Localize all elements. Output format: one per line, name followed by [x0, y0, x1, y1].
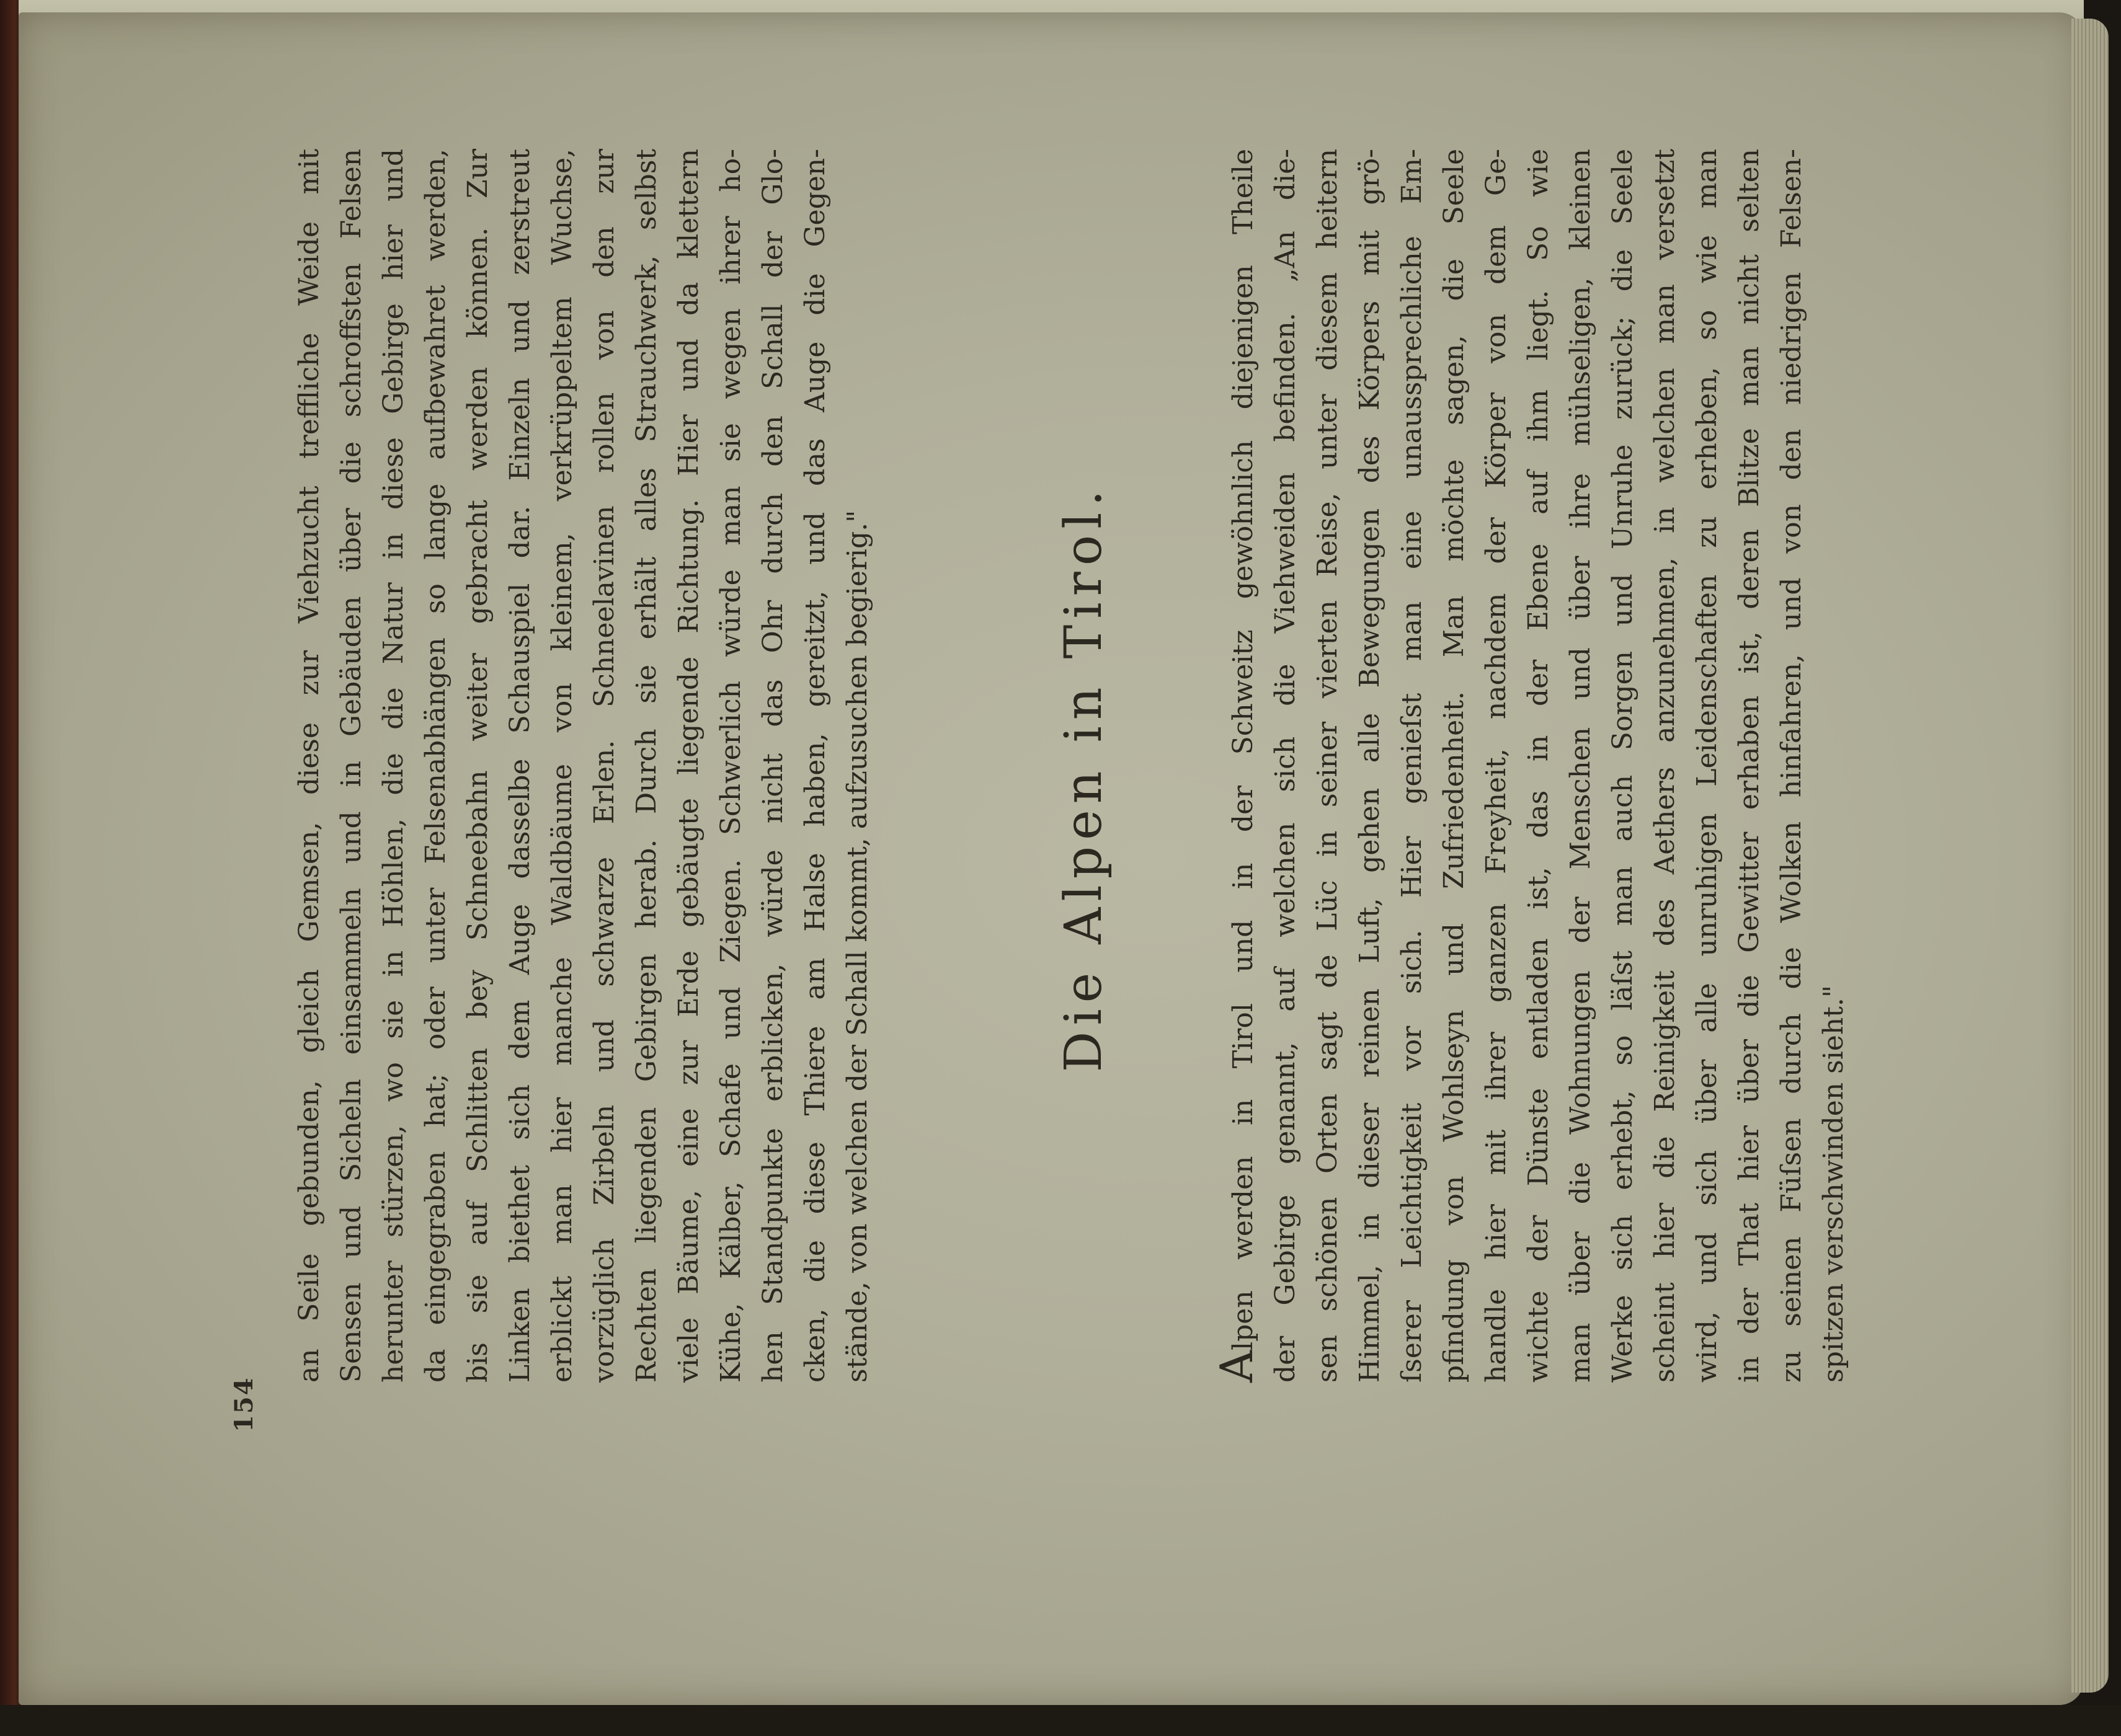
text-line: Rechten liegenden Gebirgen herab. Durch sie erhält alles Strauchwerk, selbst: [631, 149, 662, 1383]
text-line: vorzüglich Zirbeln und schwarze Erlen. Schneelavinen rollen von den zur: [589, 149, 620, 1383]
text-line: stände, von welchen der Schall kommt, aufzusuchen begierig.": [842, 510, 873, 1383]
text-line: Sensen und Sicheln einsammeln und in Gebäuden über die schroffsten Felsen: [336, 149, 367, 1383]
text-line: scheint hier die Reinigkeit des Aethers anzunehmen, in welchen man versetzt: [1649, 149, 1681, 1383]
text-line: in der That hier über die Gewitter erhaben ist, deren Blitze man nicht selten: [1733, 149, 1765, 1383]
text-line: an Seile gebunden, gleich Gemsen, diese zur Viehzucht treffliche Weide mit: [293, 149, 325, 1383]
text-line: Linken biethet sich dem Auge dasselbe Schauspiel dar. Einzeln und zerstreut: [504, 149, 536, 1383]
page-number: 154: [229, 1376, 259, 1432]
text-line: sen schönen Orten sagt de Lüc in seiner vierten Reise, unter diesem heitern: [1312, 149, 1343, 1383]
text-line-rest: lpen werden in Tirol und in der Schweitz gewöhnlich diejenigen Theile: [1227, 149, 1259, 1350]
section-title: Die Alpen in Tirol.: [1054, 484, 1113, 1073]
text-line-first: [1211, 149, 1265, 1383]
rotated-page-content: [229, 112, 1849, 1445]
text-line: Kühe, Kälber, Schafe und Ziegen. Schwerlich würde man sie wegen ihrer ho-: [715, 149, 747, 1383]
text-line: cken, die diese Thiere am Halse haben, gereitzt, und das Auge die Gegen-: [799, 149, 831, 1383]
text-line: Himmel, in dieser reinen Luft, gehen alle Bewegungen des Körpers mit grö-: [1354, 149, 1385, 1383]
text-line: viele Bäume, eine zur Erde gebäugte liegende Richtung. Hier und da klettern: [673, 149, 705, 1383]
bottom-paragraph: [1211, 149, 1855, 1383]
text-line: herunter stürzen, wo sie in Höhlen, die die Natur in diese Gebirge hier und: [378, 149, 409, 1383]
text-line: hen Standpunkte erblicken, würde nicht das Ohr durch den Schall der Glo-: [757, 149, 789, 1383]
text-line: der Gebirge genannt, auf welchen sich die Viehweiden befinden. „An die-: [1269, 149, 1301, 1383]
text-line: bis sie auf Schlitten bey Schneebahn weiter gebracht werden können. Zur: [462, 149, 494, 1383]
text-line: ſserer Leichtigkeit vor sich. Hier genieſst man eine unaussprechliche Em-: [1396, 149, 1428, 1383]
text-line: zu seinen Füſsen durch die Wolken hinfahren, und von den niedrigen Felsen-: [1776, 149, 1807, 1383]
text-line: erblickt man hier manche Waldbäume von kleinem, verkrüppeltem Wuchse,: [546, 149, 578, 1383]
text-line: Werke sich erhebt, so läſst man auch Sorgen und Unruhe zurück; die Seele: [1607, 149, 1639, 1383]
text-line: handle hier mit ihrer ganzen Freyheit, nachdem der Körper von dem Ge-: [1480, 149, 1512, 1383]
text-line: da eingegraben hat; oder unter Felsenabhängen so lange aufbewahret werden,: [420, 149, 451, 1383]
top-paragraph: [288, 149, 879, 1383]
text-line: wird, und sich über alle unruhigen Leidenschaften zu erheben, so wie man: [1691, 149, 1723, 1383]
text-line: spitzen verschwinden sieht.": [1818, 985, 1849, 1383]
bottom-background: [0, 1705, 2121, 1736]
text-line: pfindung von Wohlseyn und Zufriedenheit. Man möchte sagen, die Seele: [1438, 149, 1470, 1383]
text-line: wichte der Dünste entladen ist, das in der Ebene auf ihm liegt. So wie: [1523, 149, 1554, 1383]
drop-cap: A: [1211, 1350, 1263, 1383]
text-line: man über die Wohnungen der Menschen und über ihre mühseligen, kleinen: [1565, 149, 1596, 1383]
page-edges-right: [2071, 19, 2109, 1693]
